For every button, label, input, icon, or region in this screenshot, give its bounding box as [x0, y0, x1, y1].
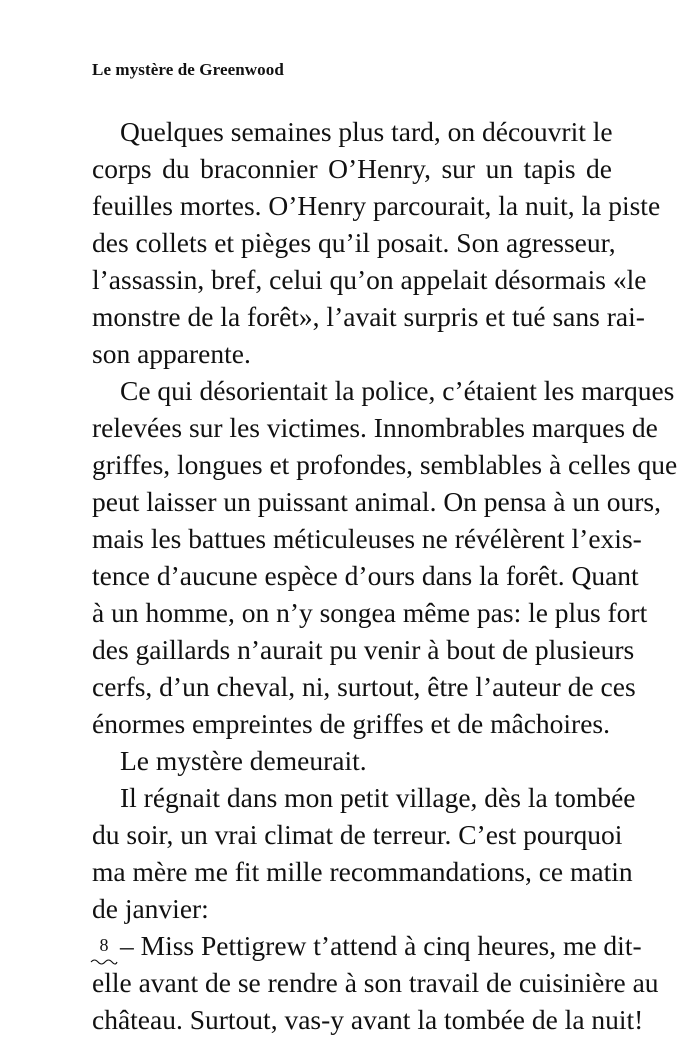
paragraph-4-line-4: de janvier:: [92, 893, 209, 924]
paragraph-1-line-5: l’assassin, bref, celui qu’on appelait désormais «le: [92, 264, 647, 295]
running-header: Le mystère de Greenwood: [92, 60, 284, 79]
page-folio: [90, 934, 118, 965]
paragraph-2-line-2: relevées sur les victimes. Innombrables marques de: [92, 412, 658, 443]
body-text: [92, 113, 678, 1038]
paragraph-1-line-1: Quelques semaines plus tard, on découvrit le: [120, 116, 613, 147]
paragraph-3-line-1: Le mystère demeurait.: [120, 745, 367, 776]
paragraph-2-line-9: cerfs, d’un cheval, ni, surtout, être l’auteur de ces: [92, 671, 636, 702]
paragraph-2-line-10: énormes empreintes de griffes et de mâchoires.: [92, 708, 610, 739]
paragraph-2-line-5: mais les battues méticuleuses ne révélèrent l’exis-: [92, 523, 642, 554]
paragraph-2-line-7: à un homme, on n’y songea même pas: le plus fort: [92, 597, 648, 628]
paragraph-1-line-3: feuilles mortes. O’Henry parcourait, la nuit, la piste: [92, 190, 661, 221]
paragraph-5-line-2: elle avant de se rendre à son travail de cuisinière au: [92, 967, 659, 998]
paragraph-1-line-2: corps du braconnier O’Henry, sur un tapis de: [92, 153, 612, 184]
wave-ornament-icon: [90, 957, 118, 965]
paragraph-2-line-1: Ce qui désorientait la police, c’étaient les marques: [120, 375, 675, 406]
paragraph-4-line-2: du soir, un vrai climat de terreur. C’est pourquoi: [92, 819, 623, 850]
paragraph-1-line-6: monstre de la forêt», l’avait surpris et tué sans rai-: [92, 301, 645, 332]
paragraph-2-line-4: peut laisser un puissant animal. On pensa à un ours,: [92, 486, 661, 517]
paragraph-4-line-1: Il régnait dans mon petit village, dès la tombée: [120, 782, 636, 813]
paragraph-5-line-3: château. Surtout, vas-y avant la tombée de la nuit!: [92, 1004, 644, 1035]
paragraph-1-line-4: des collets et pièges qu’il posait. Son agresseur,: [92, 227, 616, 258]
paragraph-2-line-8: des gaillards n’aurait pu venir à bout de plusieurs: [92, 634, 635, 665]
page-number: 8: [99, 935, 109, 955]
paragraph-5-line-1: – Miss Pettigrew t’attend à cinq heures, me dit-: [120, 930, 642, 961]
paragraph-4-line-3: ma mère me fit mille recommandations, ce matin: [92, 856, 633, 887]
paragraph-2-line-3: griffes, longues et profondes, semblables à celles que: [92, 449, 678, 480]
paragraph-1-line-7: son apparente.: [92, 338, 251, 369]
paragraph-2-line-6: tence d’aucune espèce d’ours dans la forêt. Quant: [92, 560, 639, 591]
